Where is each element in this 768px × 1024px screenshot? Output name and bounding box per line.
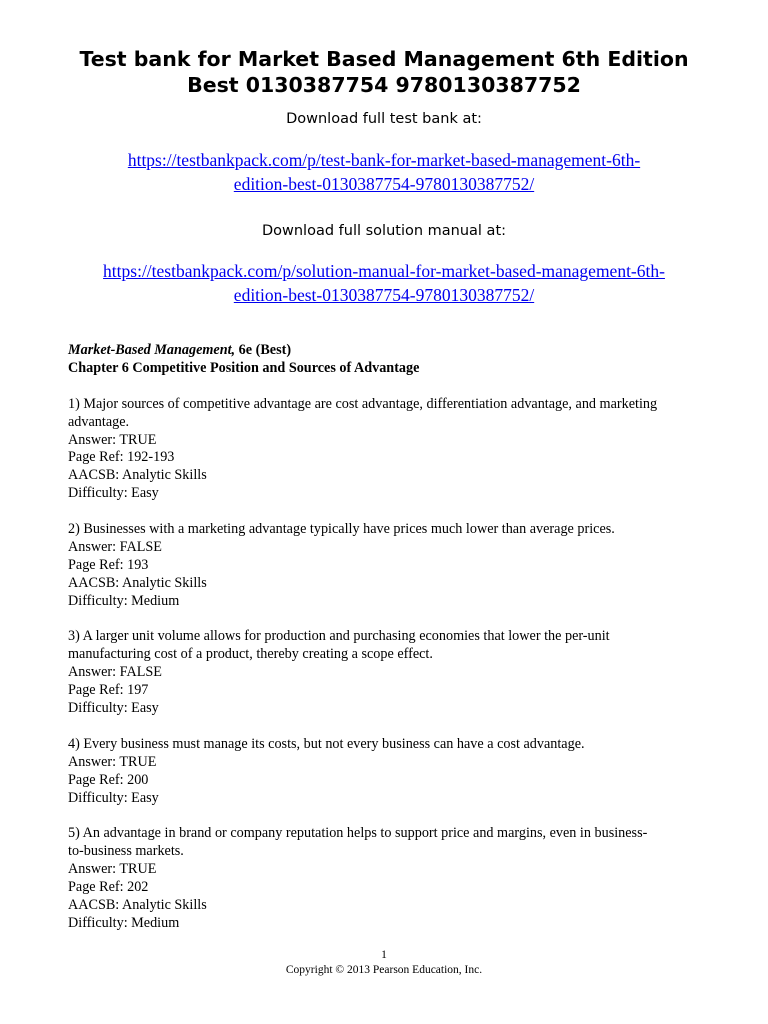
difficulty: Difficulty: Easy	[68, 700, 159, 717]
document-title-line-2: Best 0130387754 9780130387752	[187, 73, 581, 97]
question-text-line: 5) An advantage in brand or company reputation helps to support price and margins, even in business-	[68, 825, 648, 842]
page-ref: Page Ref: 197	[68, 682, 149, 699]
question-text-line: 1) Major sources of competitive advantage are cost advantage, differentiation advantage, and marketing	[68, 395, 658, 412]
solution-link-line-1[interactable]: https://testbankpack.com/p/solution-manual-for-market-based-management-6th-	[103, 261, 665, 281]
answer: Answer: FALSE	[68, 664, 162, 681]
difficulty: Difficulty: Easy	[68, 789, 159, 806]
answer: Answer: TRUE	[68, 861, 157, 878]
answer: Answer: TRUE	[68, 431, 157, 448]
book-title-line	[68, 342, 708, 360]
difficulty: Difficulty: Medium	[68, 592, 180, 609]
page-footer	[0, 948, 768, 978]
solution-manual-link[interactable]	[0, 259, 768, 307]
solution-link-line-2[interactable]: edition-best-0130387754-9780130387752/	[233, 285, 535, 305]
difficulty: Difficulty: Medium	[68, 914, 180, 931]
page-ref: Page Ref: 200	[68, 771, 149, 788]
document-body	[68, 342, 708, 933]
page-ref: Page Ref: 192-193	[68, 449, 175, 466]
question-5	[68, 825, 708, 932]
question-text-line: 2) Businesses with a marketing advantage typically have prices much lower than average prices.	[68, 521, 615, 538]
document-title-line-1: Test bank for Market Based Management 6th Edition	[79, 47, 689, 71]
question-text-line: 4) Every business must manage its costs, but not every business can have a cost advantage.	[68, 735, 585, 752]
book-title: Market-Based Management,	[68, 342, 236, 358]
aacsb: AACSB: Analytic Skills	[68, 897, 207, 914]
download-solution-label: Download full solution manual at:	[261, 223, 507, 239]
question-text-line: 3) A larger unit volume allows for production and purchasing economies that lower the per-unit	[68, 628, 610, 645]
question-text-line: manufacturing cost of a product, thereby creating a scope effect.	[68, 646, 433, 663]
copyright-notice: Copyright © 2013 Pearson Education, Inc.	[285, 964, 483, 976]
question-4	[68, 736, 708, 808]
page-number: 1	[381, 949, 387, 961]
difficulty: Difficulty: Easy	[68, 485, 159, 502]
page-ref: Page Ref: 202	[68, 879, 149, 896]
question-3	[68, 628, 708, 718]
document-header	[0, 46, 768, 98]
answer: Answer: TRUE	[68, 753, 157, 770]
test-bank-link[interactable]	[0, 148, 768, 196]
question-text-line: to-business markets.	[68, 843, 184, 860]
answer: Answer: FALSE	[68, 538, 162, 555]
question-2	[68, 521, 708, 611]
aacsb: AACSB: Analytic Skills	[68, 467, 207, 484]
chapter-title: Chapter 6 Competitive Position and Sources of Advantage	[68, 359, 420, 376]
aacsb: AACSB: Analytic Skills	[68, 574, 207, 591]
question-1	[68, 396, 708, 503]
test-bank-link-line-2[interactable]: edition-best-0130387754-9780130387752/	[233, 174, 535, 194]
page-ref: Page Ref: 193	[68, 556, 149, 573]
download-test-bank-label: Download full test bank at:	[286, 111, 482, 127]
question-text-line: advantage.	[68, 413, 130, 430]
book-edition: 6e (Best)	[235, 342, 292, 358]
test-bank-link-line-1[interactable]: https://testbankpack.com/p/test-bank-for-market-based-management-6th-	[127, 150, 641, 170]
